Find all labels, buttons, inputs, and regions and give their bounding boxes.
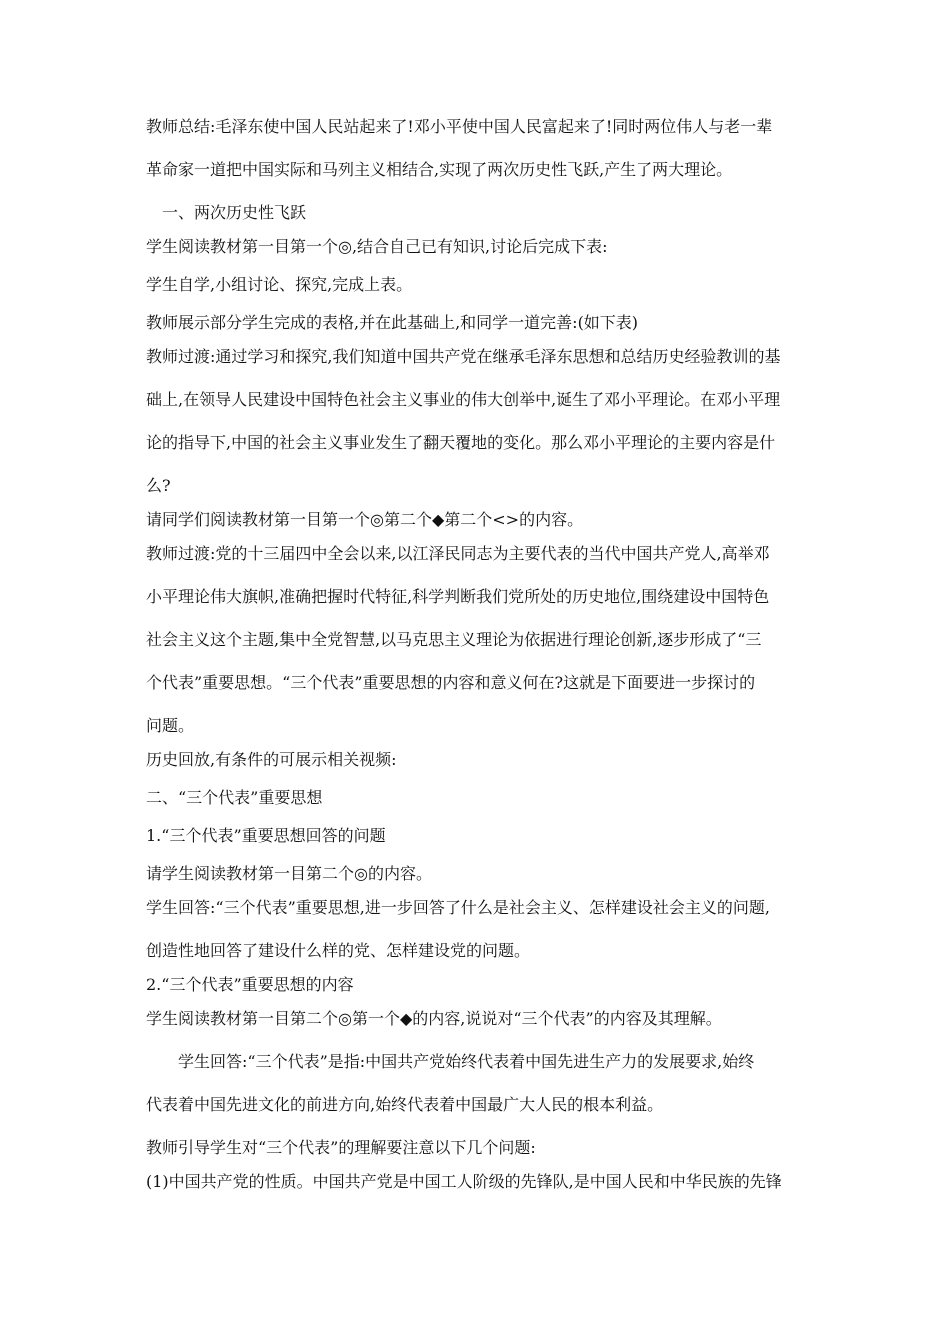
paragraph-line: 教师引导学生对“三个代表”的理解要注意以下几个问题: <box>146 1138 536 1157</box>
paragraph-line: 请学生阅读教材第一目第二个◎的内容。 <box>146 864 432 883</box>
paragraph-line: 教师过渡:通过学习和探究,我们知道中国共产党在继承毛泽东思想和总结历史经验教训的基 <box>146 347 781 366</box>
paragraph-line: 教师展示部分学生完成的表格,并在此基础上,和同学一道完善:(如下表) <box>146 313 639 332</box>
paragraph-line: 社会主义这个主题,集中全党智慧,以马克思主义理论为依据进行理论创新,逐步形成了“三 <box>146 630 762 649</box>
paragraph-line: 小平理论伟大旗帜,准确把握时代特征,科学判断我们党所处的历史地位,围绕建设中国特色 <box>146 587 770 606</box>
section-heading-1: 一、两次历史性飞跃 <box>146 203 307 222</box>
section-heading-2: 二、“三个代表”重要思想 <box>146 788 323 807</box>
paragraph-line: 学生回答:“三个代表”是指:中国共产党始终代表着中国先进生产力的发展要求,始终 <box>146 1052 755 1071</box>
paragraph-line: 革命家一道把中国实际和马列主义相结合,实现了两次历史性飞跃,产生了两大理论。 <box>146 160 733 179</box>
paragraph-line: 问题。 <box>146 716 195 735</box>
paragraph-line: 学生阅读教材第一目第二个◎第一个◆的内容,说说对“三个代表”的内容及其理解。 <box>146 1009 722 1028</box>
document-body <box>146 117 818 1192</box>
paragraph-line: (1)中国共产党的性质。中国共产党是中国工人阶级的先锋队,是中国人民和中华民族的先锋 <box>146 1172 782 1191</box>
paragraph-line: 论的指导下,中国的社会主义事业发生了翻天覆地的变化。那么邓小平理论的主要内容是什 <box>146 433 776 452</box>
subsection-heading-1: 1.“三个代表”重要思想回答的问题 <box>146 826 386 845</box>
paragraph-line: 教师过渡:党的十三届四中全会以来,以江泽民同志为主要代表的当代中国共产党人,高举邓 <box>146 544 770 563</box>
paragraph-line: 么? <box>146 476 171 495</box>
paragraph-line: 学生阅读教材第一目第一个◎,结合自己已有知识,讨论后完成下表: <box>146 237 608 256</box>
subsection-heading-2: 2.“三个代表”重要思想的内容 <box>146 975 354 994</box>
paragraph-line: 个代表”重要思想。“三个代表”重要思想的内容和意义何在?这就是下面要进一步探讨的 <box>146 673 756 692</box>
paragraph-line: 学生自学,小组讨论、探究,完成上表。 <box>146 275 413 294</box>
paragraph-line: 教师总结:毛泽东使中国人民站起来了!邓小平使中国人民富起来了!同时两位伟人与老一辈 <box>146 117 773 136</box>
paragraph-line: 学生回答:“三个代表”重要思想,进一步回答了什么是社会主义、怎样建设社会主义的问题, <box>146 898 770 917</box>
paragraph-line: 础上,在领导人民建设中国特色社会主义事业的伟大创举中,诞生了邓小平理论。在邓小平理 <box>146 390 781 409</box>
paragraph-line: 历史回放,有条件的可展示相关视频: <box>146 750 397 769</box>
paragraph-line: 创造性地回答了建设什么样的党、怎样建设党的问题。 <box>146 941 531 960</box>
paragraph-line: 代表着中国先进文化的前进方向,始终代表着中国最广大人民的根本利益。 <box>146 1095 664 1114</box>
paragraph-line: 请同学们阅读教材第一目第一个◎第二个◆第二个<>的内容。 <box>146 510 584 529</box>
